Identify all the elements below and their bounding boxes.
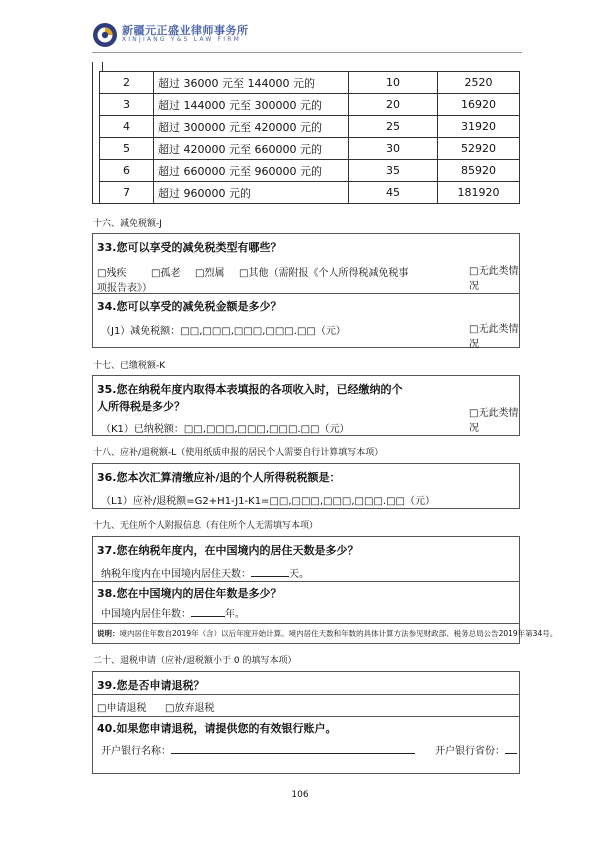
bank-province-label: 开户银行省份： xyxy=(435,746,505,757)
q37-days-input[interactable] xyxy=(251,566,289,577)
q33-option-elderly[interactable]: □孤老 xyxy=(151,268,181,279)
deduction-cell: 2520 xyxy=(438,72,520,94)
q40-title: 40.如果您申请退税，请提供您的有效银行账户。 xyxy=(97,722,337,735)
q33-q34-box xyxy=(92,233,520,348)
q35-na-checkbox[interactable]: □无此类情 xyxy=(469,408,519,419)
q33-title: 33.您可以享受的减免税类型有哪些？ xyxy=(97,241,282,254)
q37-field xyxy=(101,565,309,580)
deduction-cell: 85920 xyxy=(438,160,520,182)
divider xyxy=(93,623,519,624)
divider xyxy=(93,694,519,695)
bank-province-field xyxy=(435,742,517,757)
range-cell: 超过 144000 元至 300000 元的 xyxy=(154,94,349,116)
deduction-cell: 31920 xyxy=(438,116,520,138)
q38-years-input[interactable] xyxy=(191,606,225,617)
deduction-cell: 16920 xyxy=(438,94,520,116)
rate-cell: 45 xyxy=(349,182,438,204)
waive-refund-checkbox[interactable]: □放弃退税 xyxy=(165,703,215,714)
level-cell: 6 xyxy=(100,160,154,182)
range-cell: 超过 36000 元至 144000 元的 xyxy=(154,72,349,94)
table-row xyxy=(93,72,520,94)
q37-label: 纳税年度内在中国境内居住天数： xyxy=(101,569,251,580)
rate-cell: 30 xyxy=(349,138,438,160)
deduction-cell: 52920 xyxy=(438,138,520,160)
q33-option-disabled[interactable]: □残疾 xyxy=(97,268,127,279)
rate-cell: 10 xyxy=(349,72,438,94)
table-row xyxy=(93,138,520,160)
q37-unit: 天。 xyxy=(289,569,309,580)
q35-field[interactable]: （K1）已纳税额：□□,□□□,□□□,□□□.□□（元） xyxy=(101,424,350,435)
q34-na-cont: 况 xyxy=(469,339,479,350)
header-divider xyxy=(92,52,522,53)
section-18-title: 十八、应补/退税额-L（使用纸质申报的居民个人需要自行计算填写本项） xyxy=(93,448,384,458)
q36-title: 36.您本次汇算清缴应补/退的个人所得税税额是： xyxy=(97,471,341,484)
level-cell: 5 xyxy=(100,138,154,160)
section-17-title: 十七、已缴税额-K xyxy=(93,361,166,371)
q35-title-line1: 35.您在纳税年度内取得本表填报的各项收入时，已经缴纳的个 xyxy=(97,383,403,396)
table-row xyxy=(93,182,520,204)
q37-title: 37.您在纳税年度内，在中国境内的居住天数是多少？ xyxy=(97,544,359,557)
rate-cell: 20 xyxy=(349,94,438,116)
note-label: 说明： xyxy=(97,629,120,638)
range-cell: 超过 420000 元至 660000 元的 xyxy=(154,138,349,160)
firm-name-cn: 新疆元正盛业律师事务所 xyxy=(122,24,249,37)
section-16-title: 十六、减免税额-J xyxy=(93,219,162,229)
q38-note xyxy=(97,628,557,639)
q39-q40-box xyxy=(92,671,520,774)
q34-field[interactable]: （J1）减免税额：□□,□□□,□□□,□□□.□□（元） xyxy=(101,326,346,337)
q33-option-other[interactable]: □其他（需附报《个人所得税减免税事 xyxy=(239,268,409,279)
q34-title: 34.您可以享受的减免税金额是多少？ xyxy=(97,300,282,313)
q36-field[interactable]: （L1）应补/退税额=G2+H1-J1-K1=□□,□□□,□□□,□□□.□□（元） xyxy=(101,496,435,507)
section-20-title: 二十、退税申请（应补/退税额小于 0 的填写本项） xyxy=(93,656,297,666)
q38-label: 中国境内居住年数： xyxy=(101,609,191,620)
q36-box xyxy=(92,463,520,509)
q35-title-line2: 人所得税是多少？ xyxy=(97,400,185,413)
q35-box xyxy=(92,375,520,436)
divider xyxy=(93,293,519,294)
bank-name-label: 开户银行名称： xyxy=(101,746,171,757)
tax-rate-table xyxy=(92,71,520,204)
q37-q38-box xyxy=(92,536,558,644)
range-cell: 超过 300000 元至 420000 元的 xyxy=(154,116,349,138)
q38-field xyxy=(101,605,245,620)
q38-title: 38.您在中国境内的居住年数是多少？ xyxy=(97,587,282,600)
deduction-cell: 181920 xyxy=(438,182,520,204)
q35-na-cont: 况 xyxy=(469,423,479,434)
level-cell: 2 xyxy=(100,72,154,94)
bank-province-input[interactable] xyxy=(505,743,517,754)
level-cell: 4 xyxy=(100,116,154,138)
apply-refund-checkbox[interactable]: □申请退税 xyxy=(97,703,147,714)
rate-cell: 25 xyxy=(349,116,438,138)
divider xyxy=(93,581,519,582)
rate-cell: 35 xyxy=(349,160,438,182)
bank-name-field xyxy=(101,742,415,757)
q33-na-cont: 况 xyxy=(469,281,479,292)
bank-name-input[interactable] xyxy=(171,743,415,754)
q33-option-martyr[interactable]: □烈属 xyxy=(195,268,225,279)
q34-na-checkbox[interactable]: □无此类情 xyxy=(469,324,519,335)
range-cell: 超过 660000 元至 960000 元的 xyxy=(154,160,349,182)
table-row xyxy=(93,94,520,116)
firm-logo-icon xyxy=(92,22,118,48)
note-text: 境内居住年数自2019年（含）以后年度开始计算。境内居住天数和年数的具体计算方法参见财政部、税务总局公告2019年第34号。 xyxy=(119,629,558,638)
divider xyxy=(93,716,519,717)
q39-title: 39.您是否申请退税？ xyxy=(97,679,205,692)
firm-name-en: XINJIANG Y&S LAW FIRM xyxy=(122,36,241,43)
table-row xyxy=(93,160,520,182)
q38-unit: 年。 xyxy=(225,609,245,620)
q33-option-other-cont: 项报告表》） xyxy=(97,283,152,294)
range-cell: 超过 960000 元的 xyxy=(154,182,349,204)
table-row xyxy=(93,116,520,138)
page-number: 106 xyxy=(291,790,309,800)
level-cell: 3 xyxy=(100,94,154,116)
q33-na-checkbox[interactable]: □无此类情 xyxy=(469,266,519,277)
level-cell: 7 xyxy=(100,182,154,204)
section-19-title: 十九、无住所个人附报信息（有住所个人无需填写本项） xyxy=(93,521,319,531)
